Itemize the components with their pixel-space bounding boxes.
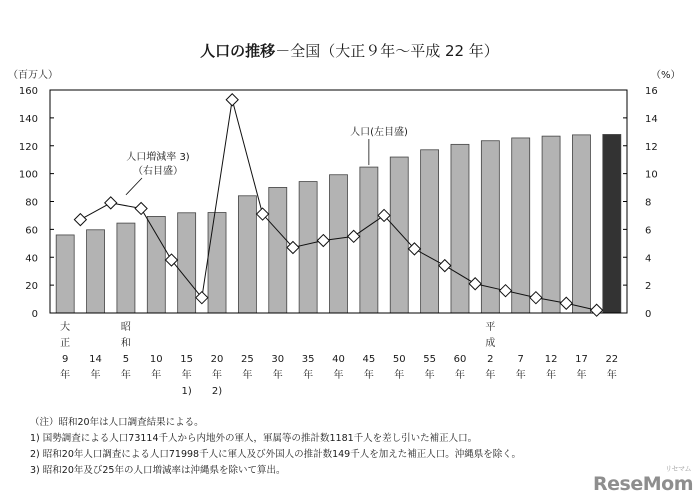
x-tick-label: 成: [485, 338, 496, 349]
population-bar: [56, 235, 74, 313]
x-tick-label: 20: [210, 354, 224, 365]
x-tick-label: 22: [605, 354, 619, 365]
x-tick-label: 30: [271, 354, 285, 365]
growth-rate-annotation: 人口増減率 3): [126, 152, 190, 163]
right-axis-unit: （%）: [651, 70, 681, 81]
footnote: 2) 昭和20年人口調査による人口71998千人に軍人及び外国人の推計数149千人を加えた補正人口。沖縄県を除く。: [30, 449, 522, 460]
right-tick-label: 12: [645, 141, 658, 153]
footnote: 3) 昭和20年及び25年の人口増減率は沖縄県を除いて算出。: [30, 465, 286, 476]
logo-text: ReseMom: [593, 473, 693, 495]
x-tick-label: 年: [454, 370, 465, 381]
footnote: 1) 国勢調査による人口73114千人から内地外の軍人，軍属等の推計数1181千人を差し引いた補正人口。: [30, 433, 478, 444]
x-tick-label: 年: [333, 370, 344, 381]
footnotes: [30, 415, 521, 479]
x-tick-label: 年: [606, 370, 617, 381]
x-tick-label: 14: [89, 354, 102, 365]
left-tick-label: 40: [25, 253, 38, 265]
population-bar: [512, 138, 530, 313]
right-tick-label: 14: [645, 113, 658, 125]
growth-rate-point: [500, 285, 512, 297]
population-bar: [147, 216, 165, 313]
population-bar: [117, 223, 135, 313]
growth-rate-point: [317, 235, 329, 247]
left-axis-unit: （百万人）: [8, 70, 58, 81]
population-bar: [360, 167, 378, 313]
left-tick-label: 120: [18, 141, 38, 153]
x-tick-label: 年: [515, 370, 526, 381]
x-tick-label: 9: [61, 354, 69, 365]
x-tick-label: 年: [363, 370, 374, 381]
population-bar: [208, 213, 226, 313]
left-tick-label: 160: [18, 86, 38, 97]
population-bar: [572, 135, 590, 313]
population-bar: [269, 187, 287, 313]
annotation-leader-line: [126, 178, 142, 195]
population-bar: [178, 213, 196, 313]
x-tick-label: 60: [453, 354, 467, 365]
population-bar: [603, 134, 621, 313]
growth-rate-point: [591, 304, 603, 316]
x-tick-label: 5: [122, 354, 130, 365]
x-tick-label: 35: [301, 354, 315, 365]
right-tick-label: 0: [645, 309, 652, 320]
x-tick-label: 年: [181, 370, 192, 381]
left-tick-label: 20: [25, 281, 38, 293]
growth-rate-point: [530, 292, 542, 304]
x-tick-label: 年: [576, 370, 587, 381]
x-tick-label: 10: [149, 354, 163, 365]
growth-rate-point: [469, 278, 481, 290]
x-tick-label: 和: [120, 338, 131, 349]
chart-title-main: 人口の推移: [200, 42, 276, 60]
left-tick-label: 60: [25, 225, 38, 237]
growth-rate-point: [105, 197, 117, 209]
x-tick-label: 年: [303, 370, 314, 381]
x-tick-label: 45: [362, 354, 376, 365]
left-tick-label: 140: [18, 113, 38, 125]
population-bar: [542, 136, 560, 313]
left-tick-label: 0: [31, 309, 38, 320]
x-tick-label: 2): [211, 386, 223, 397]
growth-rate-point: [348, 230, 360, 242]
population-bar: [87, 230, 105, 313]
x-tick-label: 年: [120, 370, 131, 381]
resemom-logo: [593, 465, 693, 495]
right-tick-label: 8: [645, 197, 652, 209]
x-tick-label: 平: [485, 322, 496, 333]
chart-title-sub: －全国（大正９年～平成 22 年）: [275, 42, 499, 60]
growth-rate-annotation: （右目盛）: [133, 166, 183, 177]
x-tick-label: 50: [392, 354, 406, 365]
right-tick-label: 6: [645, 225, 652, 237]
growth-rate-point: [439, 260, 451, 272]
left-tick-label: 100: [18, 169, 38, 181]
x-tick-label: 1): [181, 386, 192, 397]
population-bar: [451, 144, 469, 313]
growth-rate-point: [165, 254, 177, 266]
x-tick-label: 7: [517, 354, 524, 365]
growth-rate-point: [226, 94, 238, 106]
left-tick-label: 80: [25, 197, 38, 209]
x-tick-label: 55: [423, 354, 436, 365]
x-tick-label: 2: [487, 354, 494, 365]
x-tick-label: 年: [212, 370, 223, 381]
x-tick-label: 正: [60, 338, 71, 349]
x-tick-label: 年: [60, 370, 71, 381]
x-tick-label: 年: [546, 370, 557, 381]
right-tick-label: 4: [645, 253, 652, 265]
growth-rate-point: [196, 292, 208, 304]
growth-rate-point: [74, 214, 86, 226]
population-bar: [299, 182, 317, 313]
x-tick-label: 40: [332, 354, 345, 365]
x-tick-label: 年: [272, 370, 283, 381]
population-annotation: 人口(左目盛): [350, 127, 408, 138]
x-tick-label: 昭: [120, 322, 131, 333]
x-tick-label: 大: [60, 322, 71, 333]
population-bar: [421, 150, 439, 313]
population-bar: [238, 196, 256, 313]
logo-subtext: リセマム: [665, 465, 691, 473]
x-tick-label: 25: [241, 354, 254, 365]
population-bar: [390, 157, 408, 313]
growth-rate-point: [135, 202, 147, 214]
x-tick-label: 年: [485, 370, 496, 381]
population-bar: [330, 175, 348, 313]
right-tick-label: 10: [645, 169, 658, 181]
x-tick-label: 年: [394, 370, 405, 381]
x-tick-label: 年: [90, 370, 101, 381]
x-tick-label: 15: [180, 354, 194, 365]
right-tick-label: 16: [645, 86, 658, 97]
x-tick-label: 17: [575, 354, 588, 365]
x-tick-label: 年: [151, 370, 162, 381]
x-tick-label: 年: [242, 370, 253, 381]
right-tick-label: 2: [645, 281, 652, 293]
x-tick-label: 12: [544, 354, 558, 365]
footnote: （注）昭和20年は人口調査結果による。: [30, 417, 204, 428]
growth-rate-point: [560, 297, 572, 309]
x-tick-label: 年: [424, 370, 435, 381]
